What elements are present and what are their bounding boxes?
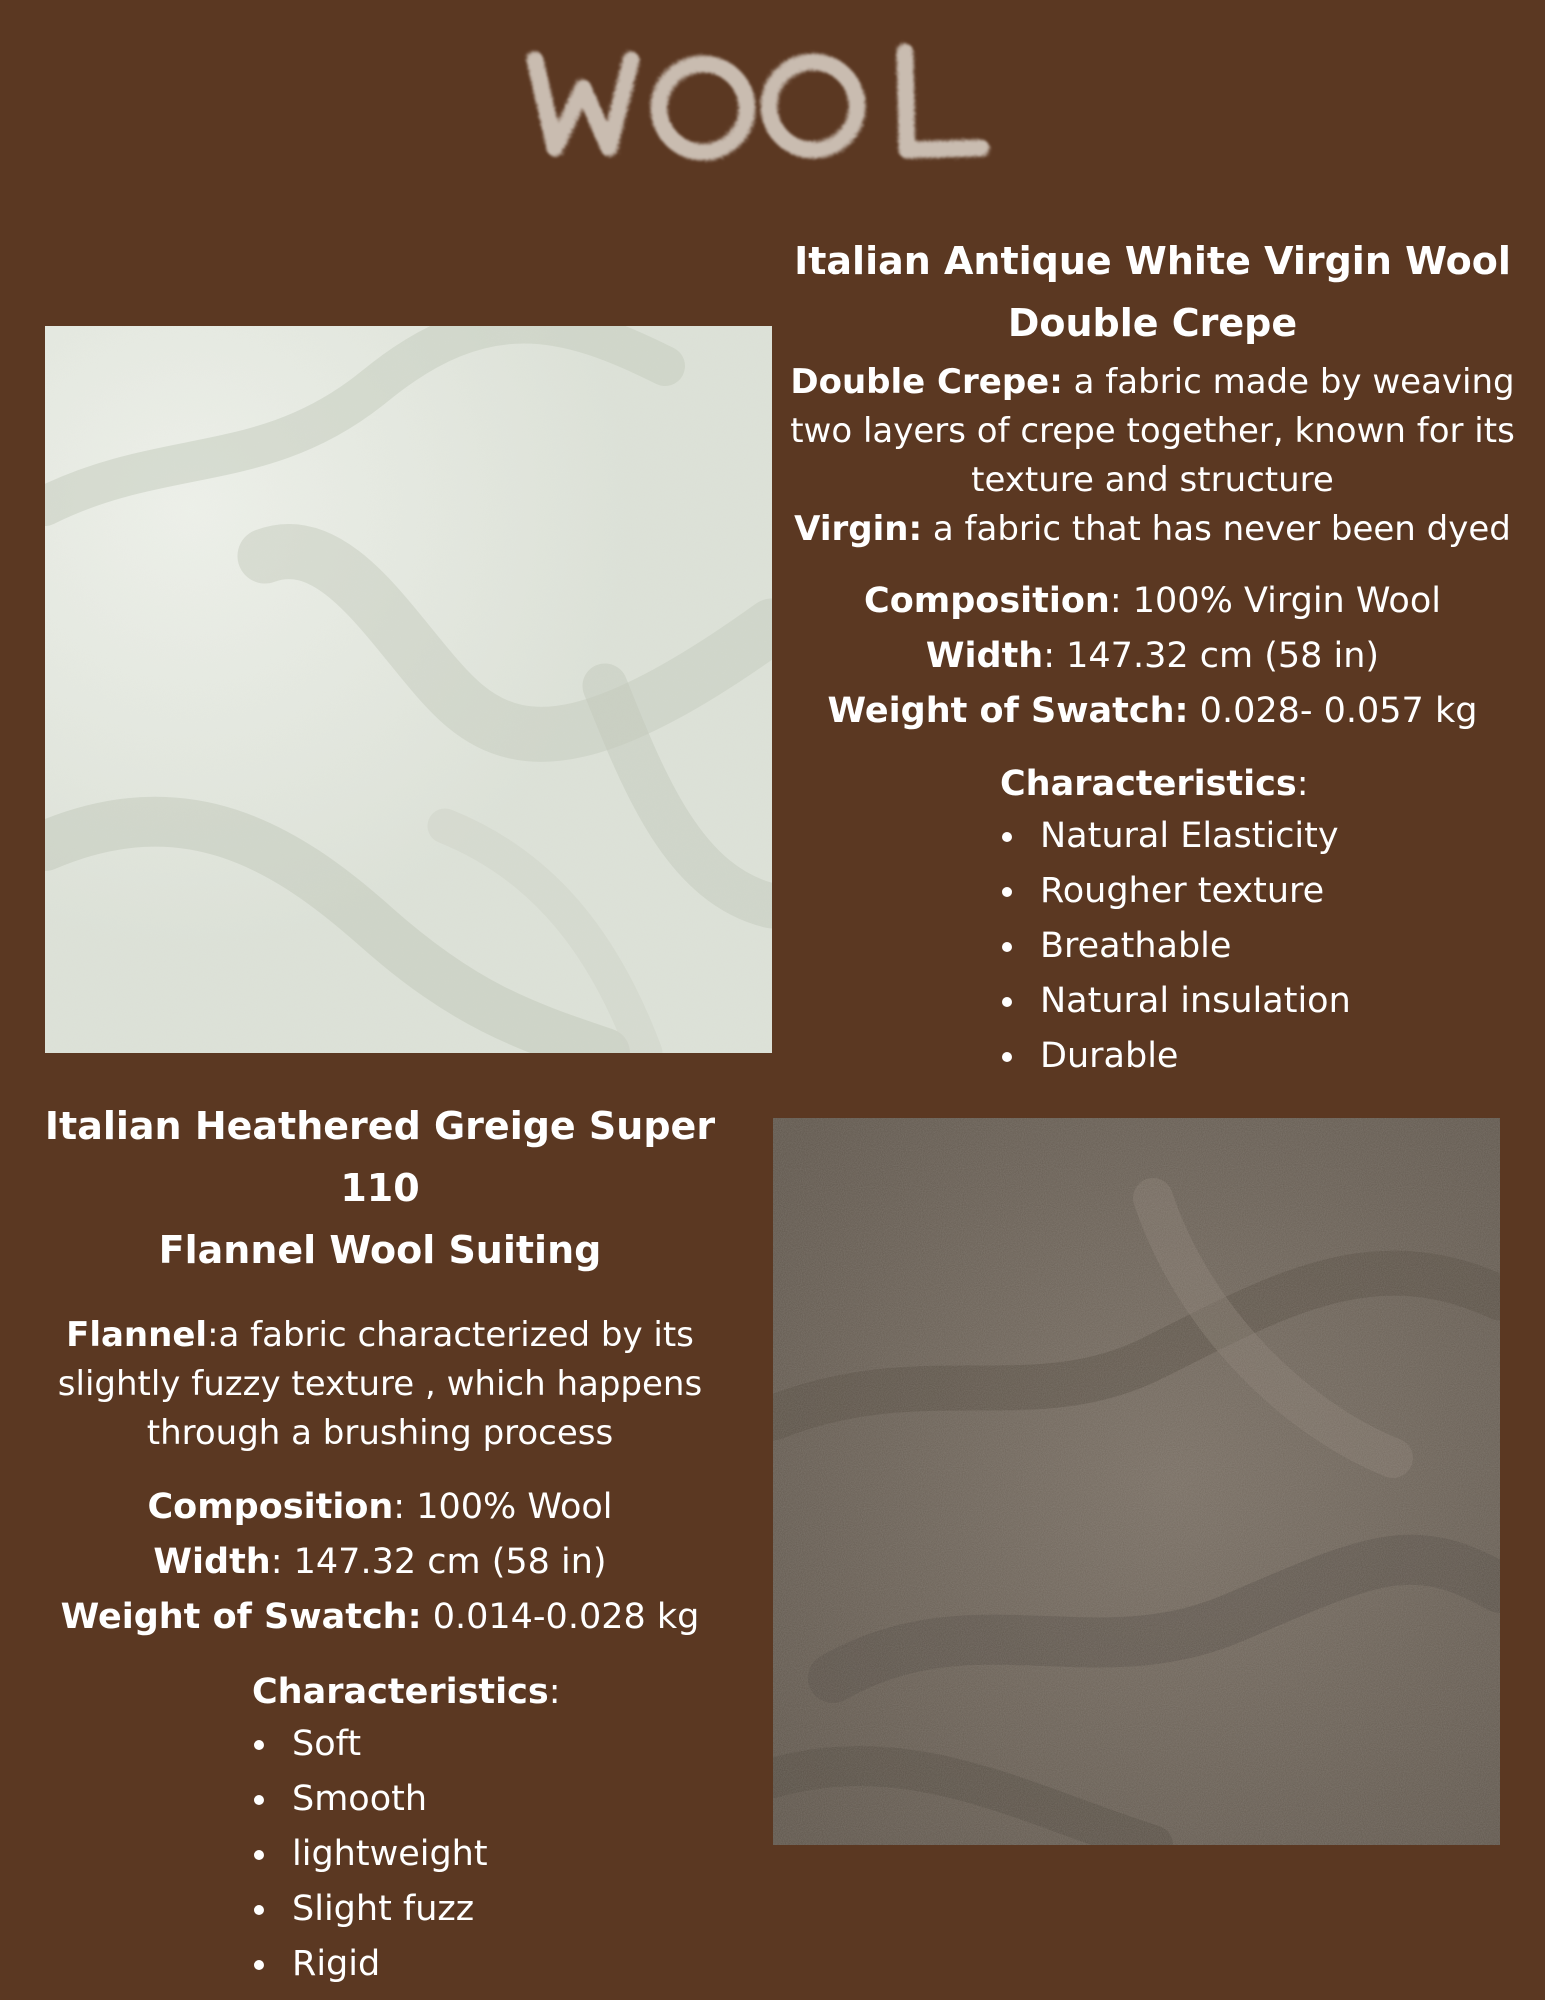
fabric2-info — [0, 1095, 760, 1992]
list-item: Smooth — [252, 1772, 488, 1827]
antique-white-crepe-swatch — [45, 326, 772, 1053]
fabric1-double-crepe-definition: Double Crepe: a fabric made by weaving two layers of crepe together, known for its texture and structure Virgin: a fabric that has never been dyed — [790, 362, 1515, 549]
list-item: Natural insulation — [1000, 974, 1351, 1029]
fabric1-characteristics-heading: Characteristics: — [1000, 764, 1309, 804]
fabric1-weight: Weight of Swatch: 0.028- 0.057 kg — [827, 691, 1478, 731]
fabric2-characteristics — [0, 1667, 760, 1992]
greige-flannel-swatch — [773, 1118, 1500, 1845]
fabric1-width: Width: 147.32 cm (58 in) — [925, 636, 1380, 676]
fabric1-characteristics-list — [1000, 809, 1351, 1084]
list-item: Slight fuzz — [252, 1882, 488, 1937]
list-item: Breathable — [1000, 919, 1351, 974]
fabric1-characteristics — [760, 759, 1545, 1084]
list-item: Durable — [1000, 1029, 1351, 1084]
wool-lettering — [513, 20, 1033, 190]
fabric2-characteristics-list — [252, 1717, 488, 1992]
fabric1-composition: Composition: 100% Virgin Wool — [864, 581, 1441, 621]
list-item: Rougher texture — [1000, 864, 1351, 919]
fabric2-specs — [0, 1480, 760, 1645]
fabric2-title: Italian Heathered Greige Super 110 Flannel Wool Suiting — [44, 1104, 716, 1272]
fabric2-flannel-definition: Flannel:a fabric characterized by its slightly fuzzy texture , which happens through a brushing process — [57, 1315, 703, 1453]
page-title — [0, 20, 1545, 190]
list-item: Natural Elasticity — [1000, 809, 1351, 864]
fabric2-weight: Weight of Swatch: 0.014-0.028 kg — [60, 1597, 700, 1637]
fabric2-composition: Composition: 100% Wool — [147, 1487, 613, 1527]
list-item: Rigid — [252, 1937, 488, 1992]
fabric1-specs — [760, 574, 1545, 739]
fabric2-characteristics-heading: Characteristics: — [252, 1672, 561, 1712]
list-item: Soft — [252, 1717, 488, 1772]
fabric1-info — [760, 230, 1545, 1084]
list-item: lightweight — [252, 1827, 488, 1882]
fabric1-title: Italian Antique White Virgin Wool Double Crepe — [794, 239, 1511, 345]
fabric2-width: Width: 147.32 cm (58 in) — [153, 1542, 607, 1582]
